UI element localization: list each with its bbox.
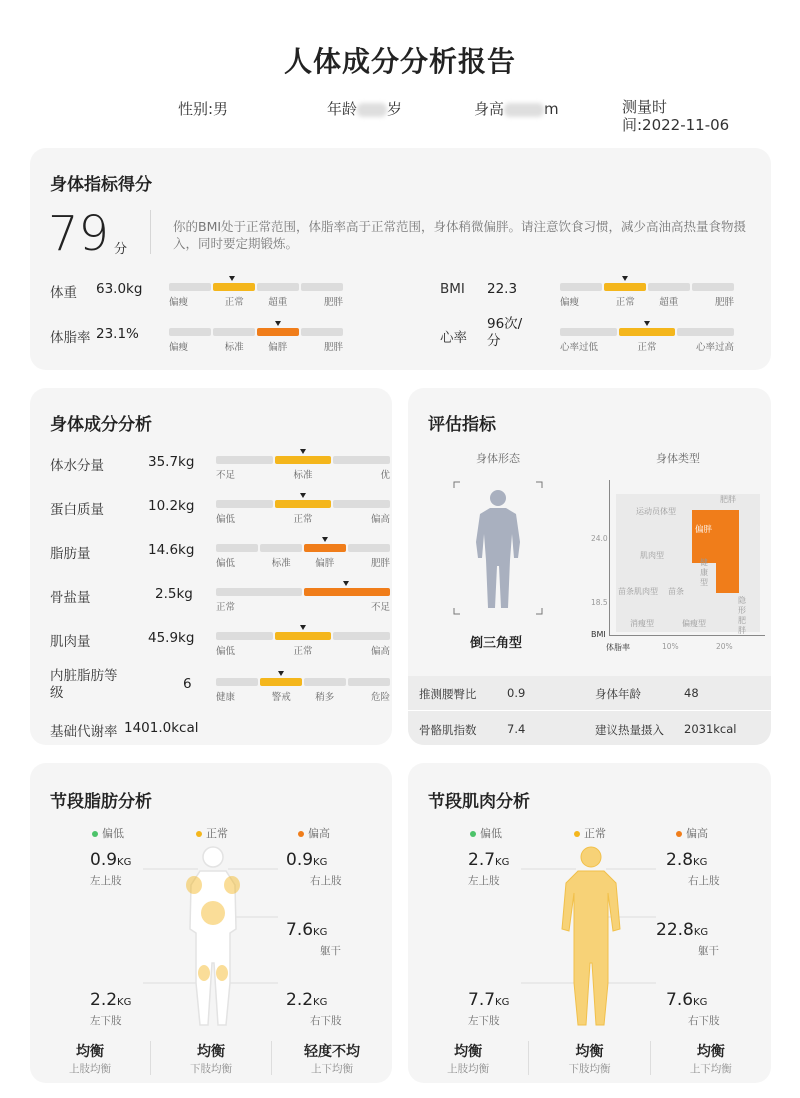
right-arm-value: 0.9KG [286, 850, 328, 870]
legend-high: 偏高 [676, 825, 708, 841]
tick: 不足 [216, 470, 236, 481]
grid-cell: 健康型 [700, 558, 708, 587]
tick: 偏胖 [315, 558, 335, 569]
trunk-value: 22.8KG [656, 920, 709, 940]
composition-card [30, 388, 392, 745]
metric-label: 推测腰臀比 [419, 687, 477, 701]
segment-fat-title: 节段脂肪分析 [50, 792, 152, 812]
water-gauge [216, 449, 390, 481]
comp-label: 内脏脂肪等级 [50, 668, 118, 701]
grid-cell: 偏瘦型 [682, 619, 706, 628]
tick: 标准 [224, 342, 244, 353]
tick: 超重 [268, 297, 288, 308]
comp-label: 骨盐量 [50, 590, 91, 606]
heartrate-value: 96次/分 [487, 316, 523, 349]
comp-value: 14.6kg [148, 542, 195, 558]
marker-icon [229, 276, 235, 281]
tick: 心率过高 [695, 342, 734, 353]
gender-text: 性别:男 [178, 100, 229, 118]
bodyfat-value: 23.1% [96, 326, 139, 342]
weight-value: 63.0kg [96, 281, 143, 297]
bmi-value: 22.3 [487, 281, 518, 297]
weight-gauge [169, 276, 343, 308]
balance-value: 轻度不均 [304, 1044, 360, 1060]
marker-icon [300, 493, 306, 498]
tick: 肥胖 [323, 342, 343, 353]
fat-balance-row [30, 1041, 392, 1076]
fat-gauge [216, 537, 390, 569]
measure-time [622, 98, 729, 134]
marker-icon [300, 625, 306, 630]
metric-label: 身体年龄 [595, 687, 641, 701]
divider [150, 210, 151, 254]
balance-label: 上肢均衡 [447, 1063, 490, 1075]
balance-value: 均衡 [76, 1044, 104, 1060]
tick: 心率过低 [560, 342, 599, 353]
grid-cell: 肥胖 [720, 495, 736, 504]
metric-label: 骨骼肌指数 [419, 723, 477, 737]
fat-body-figure [30, 833, 392, 1033]
balance-label: 上下均衡 [311, 1063, 353, 1075]
tick: 正常 [216, 602, 236, 613]
left-arm-label: 左上肢 [90, 875, 122, 887]
marker-icon [343, 581, 349, 586]
bone-gauge [216, 581, 390, 613]
grid-cell: 隐形肥胖 [738, 596, 746, 635]
comp-label: 肌肉量 [50, 634, 91, 650]
height-suffix: m [544, 100, 559, 118]
comp-label: 蛋白质量 [50, 502, 104, 518]
metric-value: 48 [684, 686, 699, 700]
balance-value: 均衡 [197, 1044, 225, 1060]
visceral-gauge [216, 671, 390, 703]
legend-normal: 正常 [574, 825, 606, 841]
legend-high: 偏高 [298, 825, 330, 841]
grid-cell: 偏胖 [695, 525, 713, 535]
right-arm-value: 2.8KG [666, 850, 708, 870]
grid-cell: 运动员体型 [636, 507, 676, 516]
tick: 偏瘦 [169, 342, 189, 353]
comp-label: 脂肪量 [50, 546, 91, 562]
tick: 警戒 [271, 692, 291, 703]
tick: 正常 [224, 297, 244, 308]
marker-icon [622, 276, 628, 281]
right-leg-value: 7.6KG [666, 990, 708, 1010]
tick: 危险 [370, 692, 390, 703]
metric-value: 0.9 [507, 686, 526, 700]
grid-cell: 消瘦型 [630, 619, 654, 628]
left-arm-value: 0.9KG [90, 850, 132, 870]
body-shape-value: 倒三角型 [470, 636, 523, 651]
tick: 健康 [216, 692, 236, 703]
marker-icon [300, 449, 306, 454]
left-arm-label: 左上肢 [468, 875, 500, 887]
evaluation-card [408, 388, 771, 745]
metric-value: 7.4 [507, 722, 526, 736]
right-arm-label: 右上肢 [688, 875, 720, 887]
segment-fat-card [30, 763, 392, 1083]
tick: 超重 [659, 297, 679, 308]
score-card [30, 148, 771, 370]
segment-muscle-card [408, 763, 771, 1083]
marker-icon [278, 671, 284, 676]
comp-value: 6 [183, 676, 192, 692]
y-axis-label: BMI [591, 630, 606, 639]
type-label: 身体类型 [656, 452, 700, 465]
age-suffix: 岁 [387, 100, 403, 118]
comp-value: 35.7kg [148, 454, 195, 470]
bmr-value: 1401.0kcal [124, 720, 199, 736]
legend-normal: 正常 [196, 825, 228, 841]
left-arm-value: 2.7KG [468, 850, 510, 870]
x-axis-label: 体脂率 [606, 643, 630, 652]
balance-label: 下肢均衡 [190, 1063, 232, 1075]
tick: 标准 [271, 558, 291, 569]
evaluation-title: 评估指标 [428, 415, 496, 435]
age-label: 年龄 [327, 100, 358, 118]
age-redacted [357, 103, 387, 117]
y-tick: 24.0 [591, 534, 608, 543]
age-field [327, 98, 402, 119]
shape-label: 身体形态 [476, 452, 520, 465]
heartrate-label: 心率 [440, 330, 467, 346]
tick: 偏瘦 [169, 297, 189, 308]
comp-label: 体水分量 [50, 458, 104, 474]
grid-cell: 苗条肌肉型 [618, 587, 658, 596]
balance-value: 均衡 [696, 1044, 725, 1060]
body-silhouette-icon [452, 480, 544, 616]
left-leg-value: 2.2KG [90, 990, 132, 1010]
right-arm-label: 右上肢 [310, 875, 342, 887]
score-card-title: 身体指标得分 [50, 175, 152, 195]
measure-time-line2: 间:2022-11-06 [622, 116, 730, 134]
tick: 不足 [370, 602, 390, 613]
comp-value: 2.5kg [155, 586, 193, 602]
height-label: 身高 [474, 100, 505, 118]
tick: 肥胖 [714, 297, 734, 308]
right-leg-label: 右下肢 [310, 1015, 342, 1027]
tick: 正常 [293, 514, 313, 525]
height-redacted [504, 103, 544, 117]
y-tick: 18.5 [591, 598, 608, 607]
height-field [474, 98, 559, 119]
right-leg-label: 右下肢 [688, 1015, 720, 1027]
measure-time-line1: 测量时 [622, 98, 668, 116]
grid-cell: 苗条 [668, 587, 684, 596]
left-leg-label: 左下肢 [468, 1015, 500, 1027]
balance-value: 均衡 [575, 1044, 604, 1060]
body-type-grid [609, 480, 765, 636]
bmr-label: 基础代谢率 [50, 724, 118, 740]
marker-icon [275, 321, 281, 326]
segment-muscle-title: 节段肌肉分析 [428, 792, 530, 812]
tick: 正常 [615, 297, 635, 308]
tick: 正常 [293, 646, 313, 657]
score-unit: 分 [114, 242, 128, 257]
x-tick: 10% [662, 642, 679, 651]
balance-label: 上下均衡 [689, 1063, 732, 1075]
tick: 偏低 [216, 514, 236, 525]
legend-low: 偏低 [92, 825, 124, 841]
grid-cell: 肌肉型 [640, 551, 664, 560]
metric-value: 2031kcal [684, 722, 737, 736]
marker-icon [322, 537, 328, 542]
left-leg-value: 7.7KG [468, 990, 510, 1010]
heartrate-gauge [560, 321, 734, 353]
protein-gauge [216, 493, 390, 525]
trunk-label: 躯干 [320, 945, 341, 957]
tick: 稍多 [315, 692, 335, 703]
tick: 偏高 [370, 514, 390, 525]
score-value: 79 [48, 206, 110, 262]
legend-low: 偏低 [470, 825, 502, 841]
balance-label: 上肢均衡 [69, 1063, 111, 1075]
tick: 正常 [637, 342, 657, 353]
tick: 优 [380, 470, 390, 481]
muscle-balance-row [408, 1041, 771, 1076]
muscle-gauge [216, 625, 390, 657]
tick: 偏瘦 [560, 297, 580, 308]
bodyfat-gauge [169, 321, 343, 353]
bmi-gauge [560, 276, 734, 308]
tick: 肥胖 [370, 558, 390, 569]
x-tick: 20% [716, 642, 733, 651]
tick: 偏高 [370, 646, 390, 657]
score-summary: 你的BMI处于正常范围，体脂率高于正常范围，身体稍微偏胖。请注意饮食习惯，减少高油高热量食物摄入，同时要定期锻炼。 [173, 219, 747, 251]
comp-value: 10.2kg [148, 498, 195, 514]
comp-value: 45.9kg [148, 630, 195, 646]
tick: 偏低 [216, 558, 236, 569]
metric-label: 建议热量摄入 [595, 723, 664, 737]
tick: 偏胖 [268, 342, 288, 353]
muscle-body-figure [408, 833, 771, 1033]
trunk-label: 躯干 [698, 945, 719, 957]
tick: 偏低 [216, 646, 236, 657]
tick: 肥胖 [323, 297, 343, 308]
composition-title: 身体成分分析 [50, 415, 152, 435]
page-title: 人体成分分析报告 [283, 45, 516, 78]
trunk-value: 7.6KG [286, 920, 328, 940]
right-leg-value: 2.2KG [286, 990, 328, 1010]
bmi-label: BMI [440, 281, 465, 297]
balance-label: 下肢均衡 [568, 1063, 611, 1075]
balance-value: 均衡 [454, 1044, 483, 1060]
bodyfat-label: 体脂率 [50, 330, 91, 346]
left-leg-label: 左下肢 [90, 1015, 122, 1027]
tick: 标准 [293, 470, 313, 481]
metrics-table [408, 676, 771, 745]
marker-icon [644, 321, 650, 326]
weight-label: 体重 [50, 285, 77, 301]
